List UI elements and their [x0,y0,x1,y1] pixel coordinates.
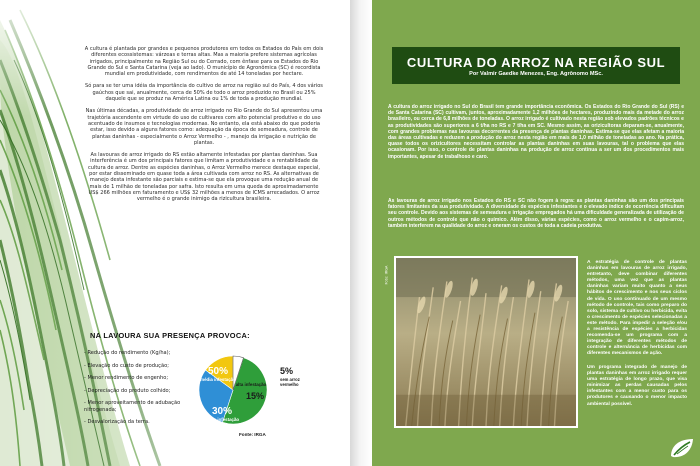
loss-section-title: NA LAVOURA SUA PRESENÇA PROVOCA: [90,331,250,340]
right-page [372,0,700,466]
list-item: - Depreciação do produto colhido; [84,387,171,394]
pie-slice-name-label: média infestação [200,377,236,382]
infestation-pie-chart [195,352,325,440]
pie-slice-name-label: vermelho [280,382,299,387]
article-title: CULTURA DO ARROZ NA REGIÃO SUL [406,55,666,70]
article-byline: Por Valmir Gaedke Menezes, Eng. Agrônomo MSc. [469,71,603,77]
pie-slice-name-label: sem arroz [280,377,300,382]
list-item: - Menor rendimento de engenho; [84,375,169,382]
rice-field-photo [394,256,578,428]
pie-slice-percent-label: 50% [207,366,229,377]
page-spine [350,0,372,466]
left-paragraph-2: Só para se ter uma idéia da importância do cultivo de arroz na região sul do País, 4 dos vários gaúchos que sai, anualmente, cerca de 50% de todo o arroz produzido no Brasil ou 25% daquele que se produz na América Latina ou 1% de toda a produção mundial. [85,83,323,103]
list-item: - Elevação do custo de produção; [84,362,169,369]
list-item: - Menor aproveitamento de adubação nitrogenada; [84,400,181,413]
list-item: - Redução do rendimento (Kg/ha); [84,350,171,356]
pie-slice-percent-label: 15% [245,391,265,401]
loss-list [84,350,199,432]
left-paragraph-3: Nas últimas décadas, a produtividade de arroz irrigado no Rio Grande do Sul apresentou uma trajetória ascendente em virtude do uso de cultivares com alto potencial produtivo e do uso acentuado de insumos e tecnologias modernas. No entanto, ela está abaixo do que poderia estar, isso devido a alguns fatores como: adequação da época de semeadura, controle de plantas daninhas - especialmente o Arroz Vermelho - , manejo da irrigação e nutrição de plantas. [85,108,323,146]
article-paragraph-1: A cultura do arroz irrigado no Sul do Brasil tem grande importância econômica. Os Estados do Rio Grande do Sul (RS) e de Santa Catarina (SC) cultivam, juntos, aproximadamente 1,2 milhões de hectares, produzindo mais da metade do arroz brasileiro, ou cerca de 6,8 milhões de toneladas. O arroz irrigado é cultivado nesta região sob elevados padrões técnicos e as produtividades são superiores a 6 t/ha no RS e 7 t/ha em SC. Mesmo assim, as orizicultoras deparam-se, anualmente, com grandes problemas nas lavouras decorrentes da presença de plantas daninhas. Estima-se que elas afetam a maioria das áreas cultivadas e reduzem a produção do arroz nesta região em mais de 1,0 milhão de toneladas ao ano. Na prática, quase todos os orizicultores necessitam controlar as plantas daninhas em suas lavouras, tal o problema que elas ocasionam. Por isso, o controle de plantas daninhas na produção de arroz continua a ser um dos procedimentos mais importantes, apesar de trabalhoso e caro. [388,104,684,160]
left-body-text [84,46,324,203]
left-paragraph-1: A cultura é plantada por grandes e pequenos produtores em todos os Estados do País em dois diferentes ecossistemas: várzeas e terras altas. Mas a maioria prefere sistemas agrícolas irrigados, principalmente na Região Sul ou do Cerrado, com ênfase para os Estados do Rio Grande do Sul e Santa Catarina (veja ao lado). O município de Agronômica (SC) é recordista mundial em produtividade, com rendimentos de até 14 toneladas por hectare. [84,46,324,78]
article-header [392,47,680,84]
pie-chart-svg [195,352,325,440]
left-paragraph-4: As lavouras de arroz irrigado do RS estão altamente infestadas por plantas daninhas. Sua interferência é um dos principais fatores que limitam a produtividade e a rentabilidade da cultura de arroz. Dentre as espécies daninhas, o Arroz Vermelho merece destaque especial, por estar disseminado em quase toda a área cultivada com arroz no RS. As alternativas de manejo desta infestante são parciais e estima-se que ela provoque uma redução anual de mais de 1 milhão de toneladas por safra. Isto resulta em uma queda de aproximadamente US$ 266 milhões em faturamento e US$ 32 milhões a menos de ICMS arrecadados. O arroz vermelho é o grande inimigo da rizicultura brasileira. [87,152,321,203]
photo-credit-text: Foto: IRGA [384,265,389,285]
rice-field-illustration [396,258,576,426]
pie-slice-percent-label: 30% [211,406,233,417]
side-text-1: A estratégia de controle de plantas daninhas em lavouras de arroz irrigado, entretanto, deve combinar diferentes métodos, uma vez que as plantas daninhas variam muito quanto a seus hábitos de crescimento e nos seus ciclos de vida. O uso continuado de um mesmo método de controle, tais como preparo do solo, sistema de cultivo ou herbicida, evita o crescimento de espécies selecionadas a este método. Para impedir a seleção e/ou a resistência de espécies a herbicidas recomenda-se um programa com a integração de diferentes métodos de controle e alternância de herbicidas com diferentes mecanismos de ação. [587,260,687,357]
photo-credit [386,264,392,288]
pie-slice-name-label: baixa infestação [204,417,240,422]
chart-source-label: Fonte: IRGA [239,432,266,437]
article-paragraph-2: As lavouras de arroz irrigado nos Estados do RS e SC não fogem à regra: as plantas daninhas são um dos principais fatores limitantes da sua produtividade. A diversidade de espécies infestantes e o elevado índice de ocorrência dificultam seu controle. Devido aos sistemas de semeadura e irrigação empregados há uma dificuldade generalizada de utilização de outros métodos de controle que não o químico. Além disso, várias espécies, como o arroz vermelho e o capim-arroz, também interferem na qualidade do arroz e oneram os custos de toda a cadeia produtiva. [388,198,684,229]
pie-slice-percent-label: 5% [280,366,294,376]
pie-slice-name-label: alta infestação [235,382,267,387]
leaf-logo-icon [668,436,696,460]
list-item: - Desvalorização da terra. [84,419,150,426]
side-text-2: Um programa integrado de manejo de plantas daninhas em arroz irrigado requer uma estratégia de longo prazo, que visa minimizar as perdas causadas pelos infestantes com a menor custo para os produtores e causando o menor impacto ambiental possível. [587,365,687,407]
